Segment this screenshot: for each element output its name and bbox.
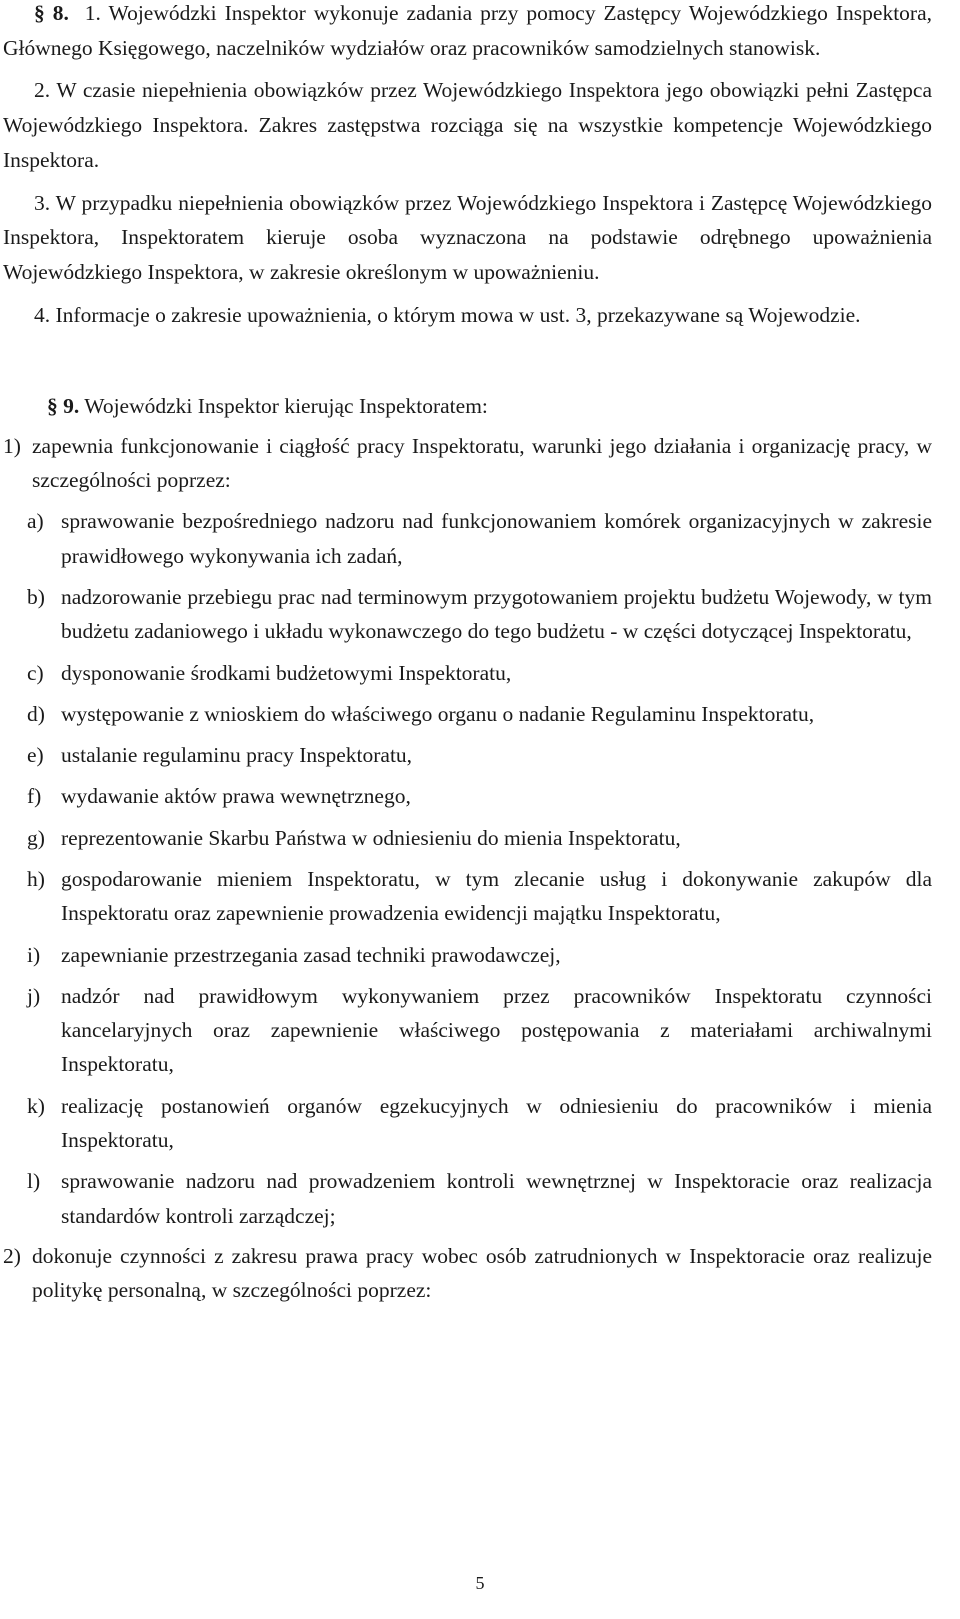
list-item-1	[3, 429, 932, 497]
list-item-2	[3, 1239, 932, 1307]
sub-item-e	[27, 738, 932, 772]
sub-letter: a)	[27, 509, 44, 534]
page-number: 5	[475, 1573, 485, 1593]
sub-text: realizację postanowień organów egzekucyjnych w odniesieniu do pracowników i mienia Inspektoratu,	[61, 1093, 932, 1153]
sub-text: sprawowanie bezpośredniego nadzoru nad funkcjonowaniem komórek organizacyjnych w zakresie prawidłowego wykonywania ich zadań,	[61, 509, 932, 568]
sub-letter: c)	[27, 660, 44, 685]
sub-item-a	[27, 504, 932, 573]
sub-item-j	[27, 979, 932, 1082]
sub-text: reprezentowanie Skarbu Państwa w odniesieniu do mienia Inspektoratu,	[61, 825, 681, 850]
sub-letter: i)	[27, 942, 41, 967]
sub-text: sprawowanie nadzoru nad prowadzeniem kontroli wewnętrznej w Inspektoracie oraz realizacja standardów kontroli zarządczej;	[61, 1169, 932, 1228]
section-8-paragraph-4: 4. Informacje o zakresie upoważnienia, o którym mowa w ust. 3, przekazywane są Wojewodzie.	[34, 302, 861, 327]
sub-text: ustalanie regulaminu pracy Inspektoratu,	[61, 743, 413, 768]
sub-letter: e)	[27, 743, 44, 768]
sub-text: nadzór nad prawidłowym wykonywaniem przez pracowników Inspektoratu czynności kancelaryjnych oraz zapewnienie właściwego postępowania z materiałami archiwalnymi Inspektoratu,	[61, 983, 932, 1077]
sub-letter: f)	[27, 784, 42, 809]
sub-letter: g)	[27, 825, 45, 850]
list-text: zapewnia funkcjonowanie i ciągłość pracy Inspektoratu, warunki jego działania i organizację pracy, w szczególności poprzez:	[32, 434, 932, 493]
sub-item-g	[27, 821, 932, 855]
paragraph-number: 1.	[84, 1, 101, 25]
sub-text: gospodarowanie mieniem Inspektoratu, w tym zlecanie usług i dokonywanie zakupów dla Inspektoratu oraz zapewnienie prowadzenia ewidencji majątku Inspektoratu,	[61, 867, 932, 926]
sub-item-c	[27, 656, 932, 690]
section-8-paragraph-3: 3. W przypadku niepełnienia obowiązków przez Wojewódzkiego Inspektora i Zastępcę Wojewódzkiego Inspektora, Inspektoratem kieruje osoba wyznaczona na podstawie odrębnego upoważnienia Wojewódzkiego Inspektora, w zakresie określonym w upoważnieniu.	[3, 190, 932, 284]
sub-letter: k)	[27, 1093, 45, 1118]
sub-item-l	[27, 1164, 932, 1233]
sub-text: zapewnianie przestrzegania zasad techniki prawodawczej,	[61, 942, 561, 967]
sub-item-h	[27, 862, 932, 931]
sub-letter: d)	[27, 701, 45, 726]
sub-text: występowanie z wnioskiem do właściwego organu o nadanie Regulaminu Inspektoratu,	[61, 701, 815, 726]
sub-item-i	[27, 938, 932, 972]
list-text: dokonuje czynności z zakresu prawa pracy wobec osób zatrudnionych w Inspektoracie oraz realizuje politykę personalną, w szczególności poprzez:	[32, 1243, 932, 1302]
section-8-label: § 8.	[34, 1, 69, 25]
section-9-intro-text: Wojewódzki Inspektor kierując Inspektoratem:	[84, 394, 488, 419]
sub-letter: b)	[27, 584, 45, 609]
section-9-label: § 9.	[47, 394, 80, 419]
sub-letter: j)	[27, 983, 41, 1008]
sub-item-f	[27, 779, 932, 813]
sub-text: nadzorowanie przebiegu prac nad terminowym przygotowaniem projektu budżetu Wojewody, w tym budżetu zadaniowego i układu wykonawczego do tego budżetu - w części dotyczącej Inspektoratu,	[61, 584, 932, 644]
section-8-paragraph-2: 2. W czasie niepełnienia obowiązków przez Wojewódzkiego Inspektora jego obowiązki pełni Zastępca Wojewódzkiego Inspektora. Zakres zastępstwa rozciąga się na wszystkie kompetencje Wojewódzkiego Inspektora.	[3, 78, 932, 172]
section-9-intro	[3, 389, 932, 423]
sub-text: wydawanie aktów prawa wewnętrznego,	[61, 784, 411, 809]
sub-letter: l)	[27, 1169, 41, 1194]
list-number: 1)	[3, 434, 21, 459]
sub-item-k	[27, 1089, 932, 1158]
sub-text: dysponowanie środkami budżetowymi Inspektoratu,	[61, 660, 512, 685]
sub-letter: h)	[27, 867, 45, 891]
paragraph-text: Wojewódzki Inspektor wykonuje zadania przy pomocy Zastępcy Wojewódzkiego Inspektora, Głównego Księgowego, naczelników wydziałów oraz pracowników samodzielnych stanowisk.	[3, 1, 932, 60]
list-number: 2)	[3, 1243, 21, 1268]
sub-item-b	[27, 580, 932, 649]
sub-item-d	[27, 697, 932, 731]
sub-list	[27, 504, 932, 1233]
section-8-paragraph-1	[3, 0, 932, 65]
